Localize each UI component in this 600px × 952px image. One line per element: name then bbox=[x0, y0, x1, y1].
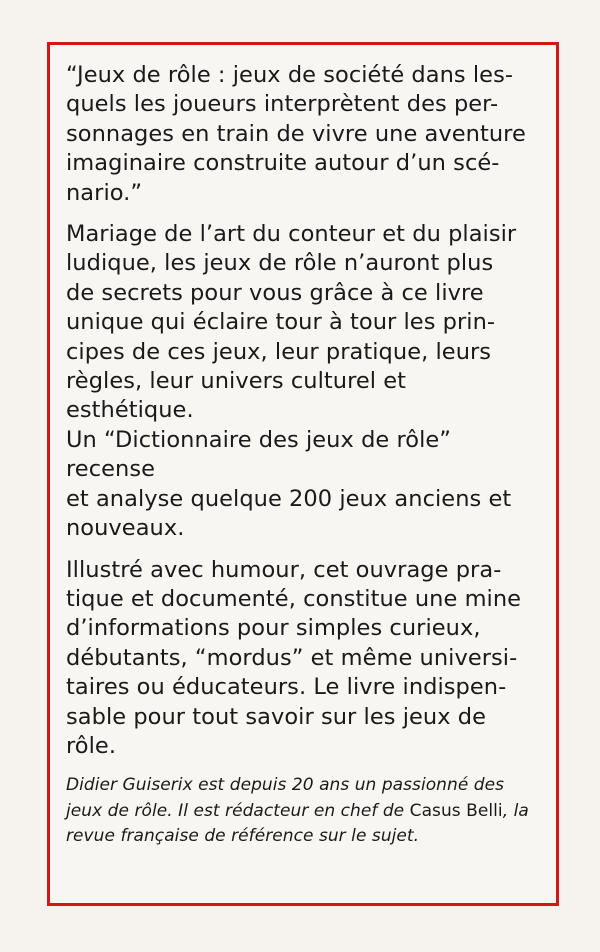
author-bio: Didier Guiserix est depuis 20 ans un passionné des jeux de rôle. Il est rédacteur en chef de Casus Belli, la revue française de référence sur le sujet. bbox=[66, 775, 529, 847]
definition-quote: “Jeux de rôle : jeux de société dans les- quels les joueurs interprètent des per- sonnages en train de vivre une aventure imaginaire construite autour d’un scé- nario.” bbox=[66, 62, 526, 206]
back-cover-text bbox=[66, 61, 540, 850]
author-bio-text-1: Didier Guiserix est depuis 20 ans un passionné des jeux de rôle. Il est rédacteur en chef de bbox=[66, 775, 505, 821]
author-bio-text-2: la revue française de référence sur le sujet. bbox=[66, 800, 529, 847]
illustrated-paragraph: Illustré avec humour, cet ouvrage pra- tique et documenté, constitue une mine d’informations pour simples curieux, débutants, “mordus” et même universi- taires ou éducateurs. Le livre indispen- sable pour tout savoir sur les jeux de rôle. bbox=[66, 556, 522, 759]
book-description: Mariage de l’art du conteur et du plaisir ludique, les jeux de rôle n’auront plus de secrets pour vous grâce à ce livre unique qui éclaire tour à tour les prin- cipes de ces jeux, leur pratique, leurs règles, leur univers culturel et esthétique. Un “Dictionnaire des jeux de rôle” recense et analyse quelque 200 jeux anciens et nouveaux. bbox=[66, 221, 517, 542]
red-bordered-text-box bbox=[47, 42, 559, 906]
magazine-name-part-2: Belli bbox=[466, 800, 503, 821]
magazine-name-part-1: Casus bbox=[409, 800, 461, 821]
